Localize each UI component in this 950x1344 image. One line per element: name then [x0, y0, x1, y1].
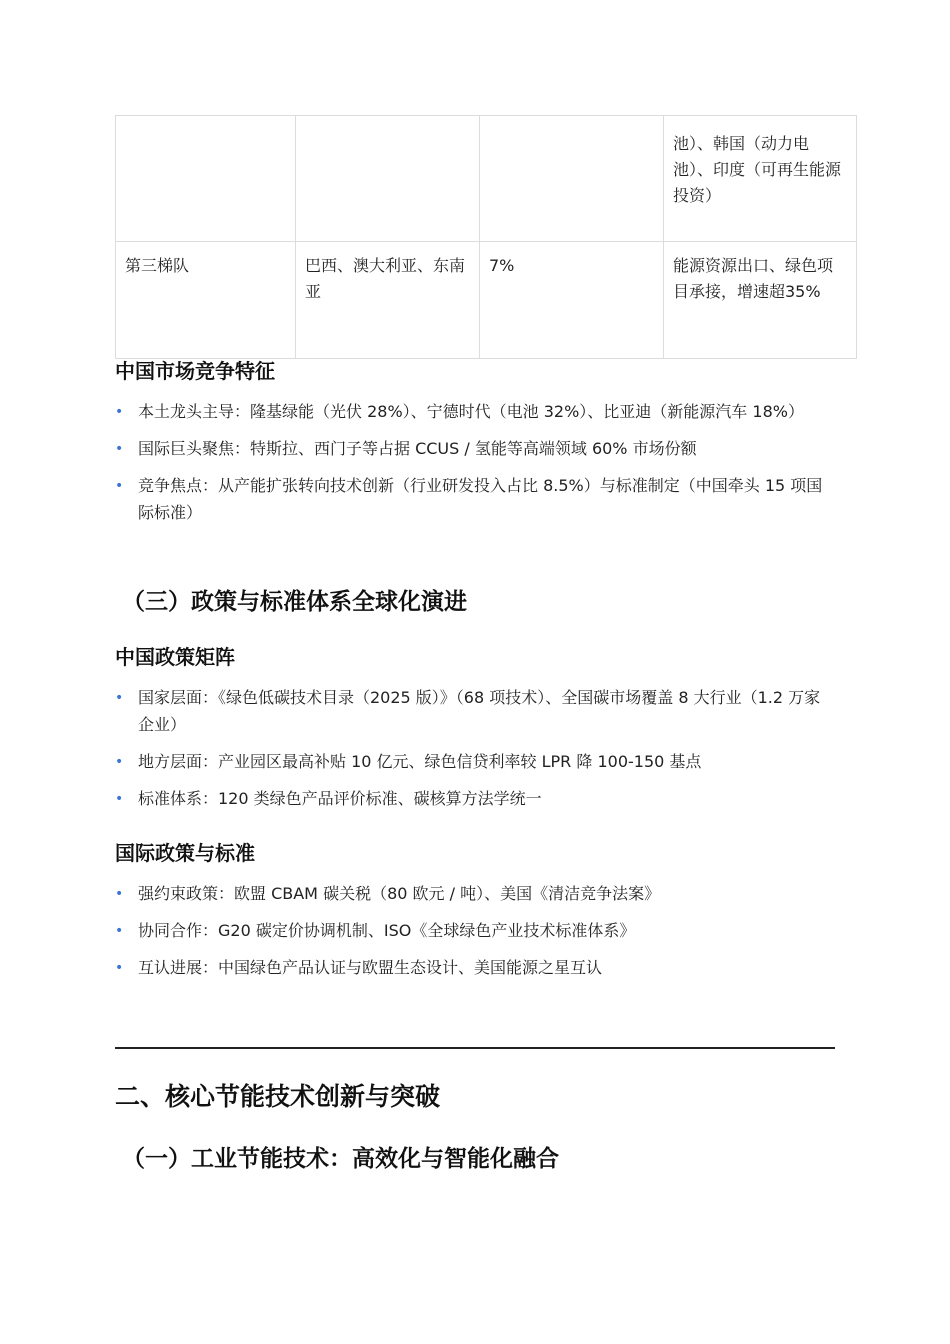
list-item: • 协同合作：G20 碳定价协调机制、ISO《全球绿色产业技术标准体系》	[115, 917, 835, 944]
table-cell-regions	[296, 116, 480, 242]
bullet-icon: •	[115, 886, 124, 902]
list-item: • 国家层面：《绿色低碳技术目录（2025 版）》（68 项技术）、全国碳市场覆盖 8 大行业（1.2 万家企业）	[115, 684, 835, 738]
table-cell-regions: 巴西、澳大利亚、东南亚	[296, 242, 480, 359]
bullet-icon: •	[115, 960, 124, 976]
table-cell-tier: 第三梯队	[116, 242, 296, 359]
bullet-icon: •	[115, 478, 124, 494]
list-item: • 本土龙头主导：隆基绿能（光伏 28%）、宁德时代（电池 32%）、比亚迪（新能源汽车 18%）	[115, 398, 835, 425]
list-item: • 竞争焦点：从产能扩张转向技术创新（行业研发投入占比 8.5%）与标准制定（中国牵头 15 项国际标准）	[115, 472, 835, 526]
table-row	[116, 242, 857, 359]
list-item: • 国际巨头聚焦：特斯拉、西门子等占据 CCUS / 氢能等高端领域 60% 市场份额	[115, 435, 835, 462]
heading-china-policy: 中国政策矩阵	[115, 645, 235, 669]
chapter-subtitle: （一）工业节能技术：高效化与智能化融合	[122, 1146, 559, 1172]
list-item: • 互认进展：中国绿色产品认证与欧盟生态设计、美国能源之星互认	[115, 954, 835, 981]
table-cell-feature: 池）、韩国（动力电池）、印度（可再生能源投资）	[664, 116, 857, 242]
bullet-icon: •	[115, 404, 124, 420]
table-cell-feature: 能源资源出口、绿色项目承接，增速超35%	[664, 242, 857, 359]
intl-policy-list	[115, 880, 835, 991]
heading-policy-section: （三）政策与标准体系全球化演进	[122, 589, 467, 615]
table-cell-share: 7%	[480, 242, 664, 359]
table-row	[116, 116, 857, 242]
china-policy-list	[115, 684, 835, 822]
bullet-icon: •	[115, 441, 124, 457]
heading-china-competition: 中国市场竞争特征	[115, 359, 275, 383]
china-competition-list	[115, 398, 835, 536]
market-tier-table	[115, 115, 857, 359]
list-item: • 标准体系：120 类绿色产品评价标准、碳核算方法学统一	[115, 785, 835, 812]
list-item: • 地方层面：产业园区最高补贴 10 亿元、绿色信贷利率较 LPR 降 100-150 基点	[115, 748, 835, 775]
bullet-icon: •	[115, 923, 124, 939]
horizontal-divider	[115, 1047, 835, 1049]
heading-intl-policy: 国际政策与标准	[115, 841, 255, 865]
bullet-icon: •	[115, 791, 124, 807]
table-cell-tier	[116, 116, 296, 242]
chapter-title: 二、核心节能技术创新与突破	[115, 1082, 441, 1111]
table-cell-share	[480, 116, 664, 242]
bullet-icon: •	[115, 690, 124, 706]
list-item: • 强约束政策：欧盟 CBAM 碳关税（80 欧元 / 吨）、美国《清洁竞争法案》	[115, 880, 835, 907]
bullet-icon: •	[115, 754, 124, 770]
